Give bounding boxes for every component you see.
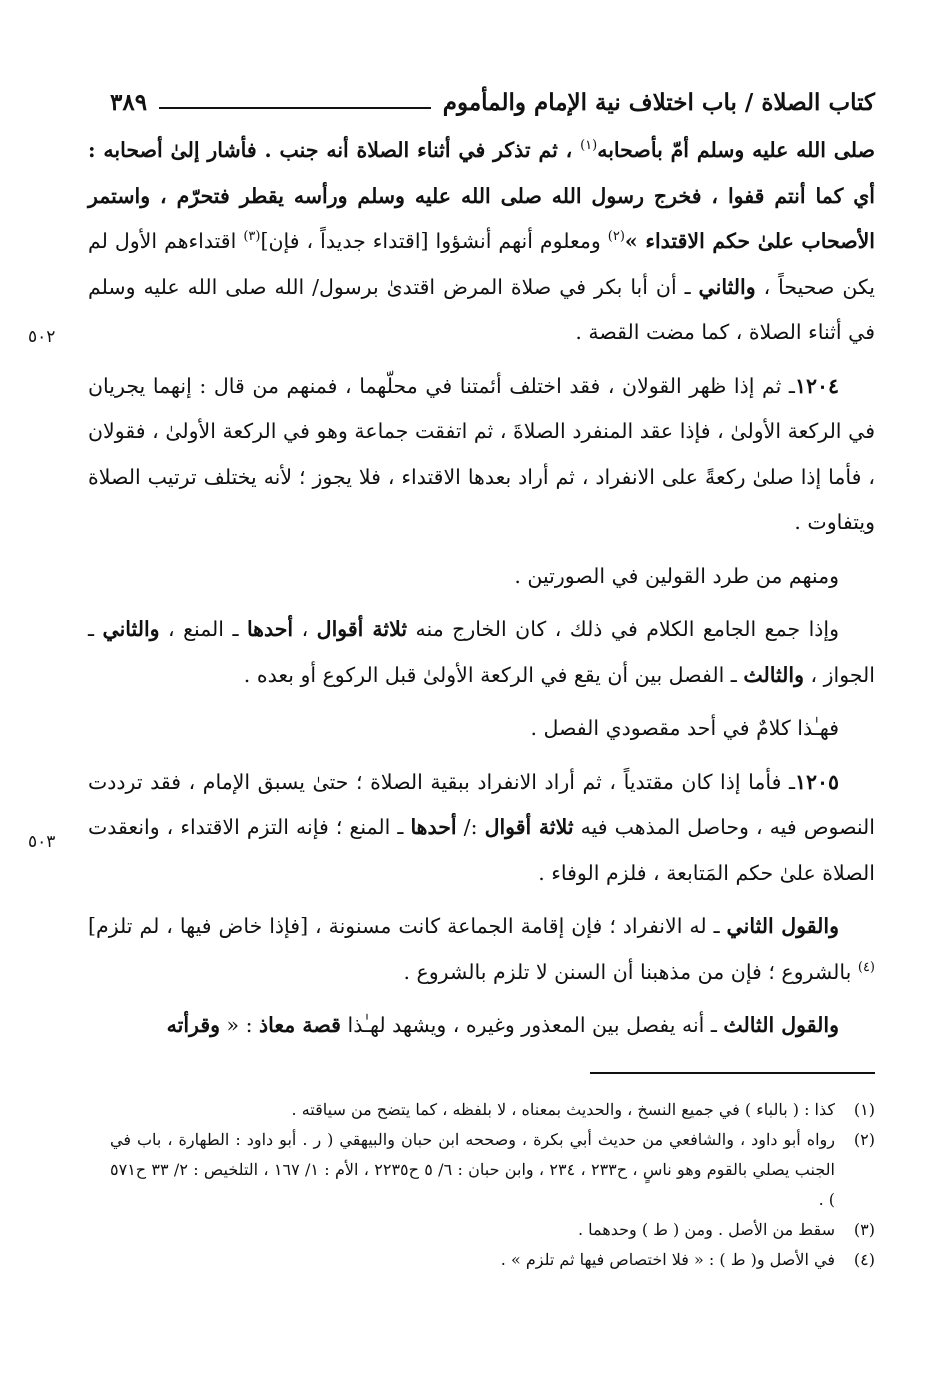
- section-number: ١٢٠٤: [794, 373, 839, 398]
- paragraph-1204: ١٢٠٤ـ ثم إذا ظهر القولان ، فقد اختلف أئمتنا في محلّهما ، فمنهم من قال : إنهما يجريان في الركعة الأولىٰ ، فإذا عقد المنفرد الصلاةَ ، ثم اتفقت جماعة وهو في الركعة الأولىٰ ، فقولان ، فأما إذا صلىٰ ركعةً على الانفراد ، ثم أراد بعدها الاقتداء ، فلا يجوز ؛ لأنه يختلف ترتيب الصلاة ويتفاوت .: [88, 373, 875, 534]
- paragraph-1: صلى الله عليه وسلم أمّ بأصحابه$^{(١)}$ ، ثم تذكر في أثناء الصلاة أنه جنب . فأشار إلىٰ أصحابه : أي كما أنتم قفوا ، فخرج رسول الله صلى الله عليه وسلم ورأسه يقطر فتحرّم ، واستمر الأصحاب علىٰ حكم الاقتداء »$^{(٢)}$ ومعلوم أنهم أنشؤوا [اقتداء جديداً ، فإن]$^{(٣)}$ اقتداءهم الأول لم يكن صحيحاً ، والثاني ـ أن أبا بكر في صلاة المرض اقتدىٰ برسول/ الله صلى الله عليه وسلم في أثناء الصلاة ، كما مضت القصة .: [88, 138, 876, 344]
- header-rule: [159, 107, 431, 109]
- paragraph-5: فهـٰذا كلامٌ في أحد مقصودي الفصل .: [530, 716, 839, 740]
- page-number: ٣٨٩: [110, 88, 148, 116]
- paragraph-4: وإذا جمع الجامع الكلام في ذلك ، كان الخارج منه ثلاثة أقوال ، أحدها ـ المنع ، والثاني ـ الجواز ، والثالث ـ الفصل بين أن يقع في الركعة الأولىٰ قبل الركوع أو بعده .: [88, 617, 875, 687]
- footnote-3: (٣) سقط من الأصل . ومن ( ط ) وحدهما .: [578, 1220, 875, 1239]
- paragraph-3: ومنهم من طرد القولين في الصورتين .: [514, 563, 839, 588]
- paragraph-7: والقول الثاني ـ له الانفراد ؛ فإن إقامة الجماعة كانت مسنونة ، [فإذا خاض فيها ، لم تلزم]$^{(٤)}$ بالشروع ؛ فإن من مذهبنا أن السنن لا تلزم بالشروع .: [88, 914, 875, 984]
- margin-number-503: ٥٠٣: [28, 832, 56, 852]
- footnote-ref-3: (٣): [243, 229, 261, 245]
- section-number: ١٢٠٥: [794, 769, 839, 794]
- footnote-1: (١) كذا : ( بالباء ) في جميع النسخ ، والحديث بمعناه ، لا بلفظه ، كما يتضح من سياقته .: [291, 1100, 875, 1119]
- footnote-2: (٢) رواه أبو داود ، والشافعي من حديث أبي بكرة ، وصححه ابن حبان والبيهقي ( ر . أبو داود : الطهارة ، باب في الجنب يصلي بالقوم وهو ناسٍ ، ح٢٣٣ ، ٢٣٤ ، وابن حبان : ٦/ ٥ ح٢٢٣٥ ، الأم : ١/ ١٦٧ ، التلخيص : ٢/ ٣٣ ح٥٧١ ) .: [110, 1130, 875, 1209]
- header-title: كتاب الصلاة / باب اختلاف نية الإمام والمأموم: [442, 88, 875, 116]
- margin-number-502: ٥٠٢: [28, 327, 56, 347]
- main-text: [88, 128, 875, 1049]
- paragraph-8: والقول الثالث ـ أنه يفصل بين المعذور وغيره ، ويشهد لهـٰذا قصة معاذ : « وقرأته: [166, 1013, 839, 1037]
- footnote-ref-2: (٢): [607, 229, 625, 245]
- footnotes: [110, 1095, 875, 1275]
- footnote-ref-4: (٤): [857, 959, 875, 975]
- footnote-separator: [590, 1072, 875, 1074]
- paragraph-1205: ١٢٠٥ـ فأما إذا كان مقتدياً ، ثم أراد الانفراد ببقية الصلاة ؛ حتىٰ يسبق الإمام ، فقد ترددت النصوص فيه ، وحاصل المذهب فيه ثلاثة أقوال :/ أحدها ـ المنع ؛ فإنه التزم الاقتداء ، وانعقدت الصلاة علىٰ حكم المَتابعة ، فلزم الوفاء .: [88, 769, 875, 885]
- running-header: [110, 82, 875, 122]
- footnote-ref-1: (١): [580, 138, 598, 154]
- footnote-4: (٤) في الأصل و( ط ) : « فلا اختصاص فيها ثم تلزم » .: [500, 1250, 875, 1269]
